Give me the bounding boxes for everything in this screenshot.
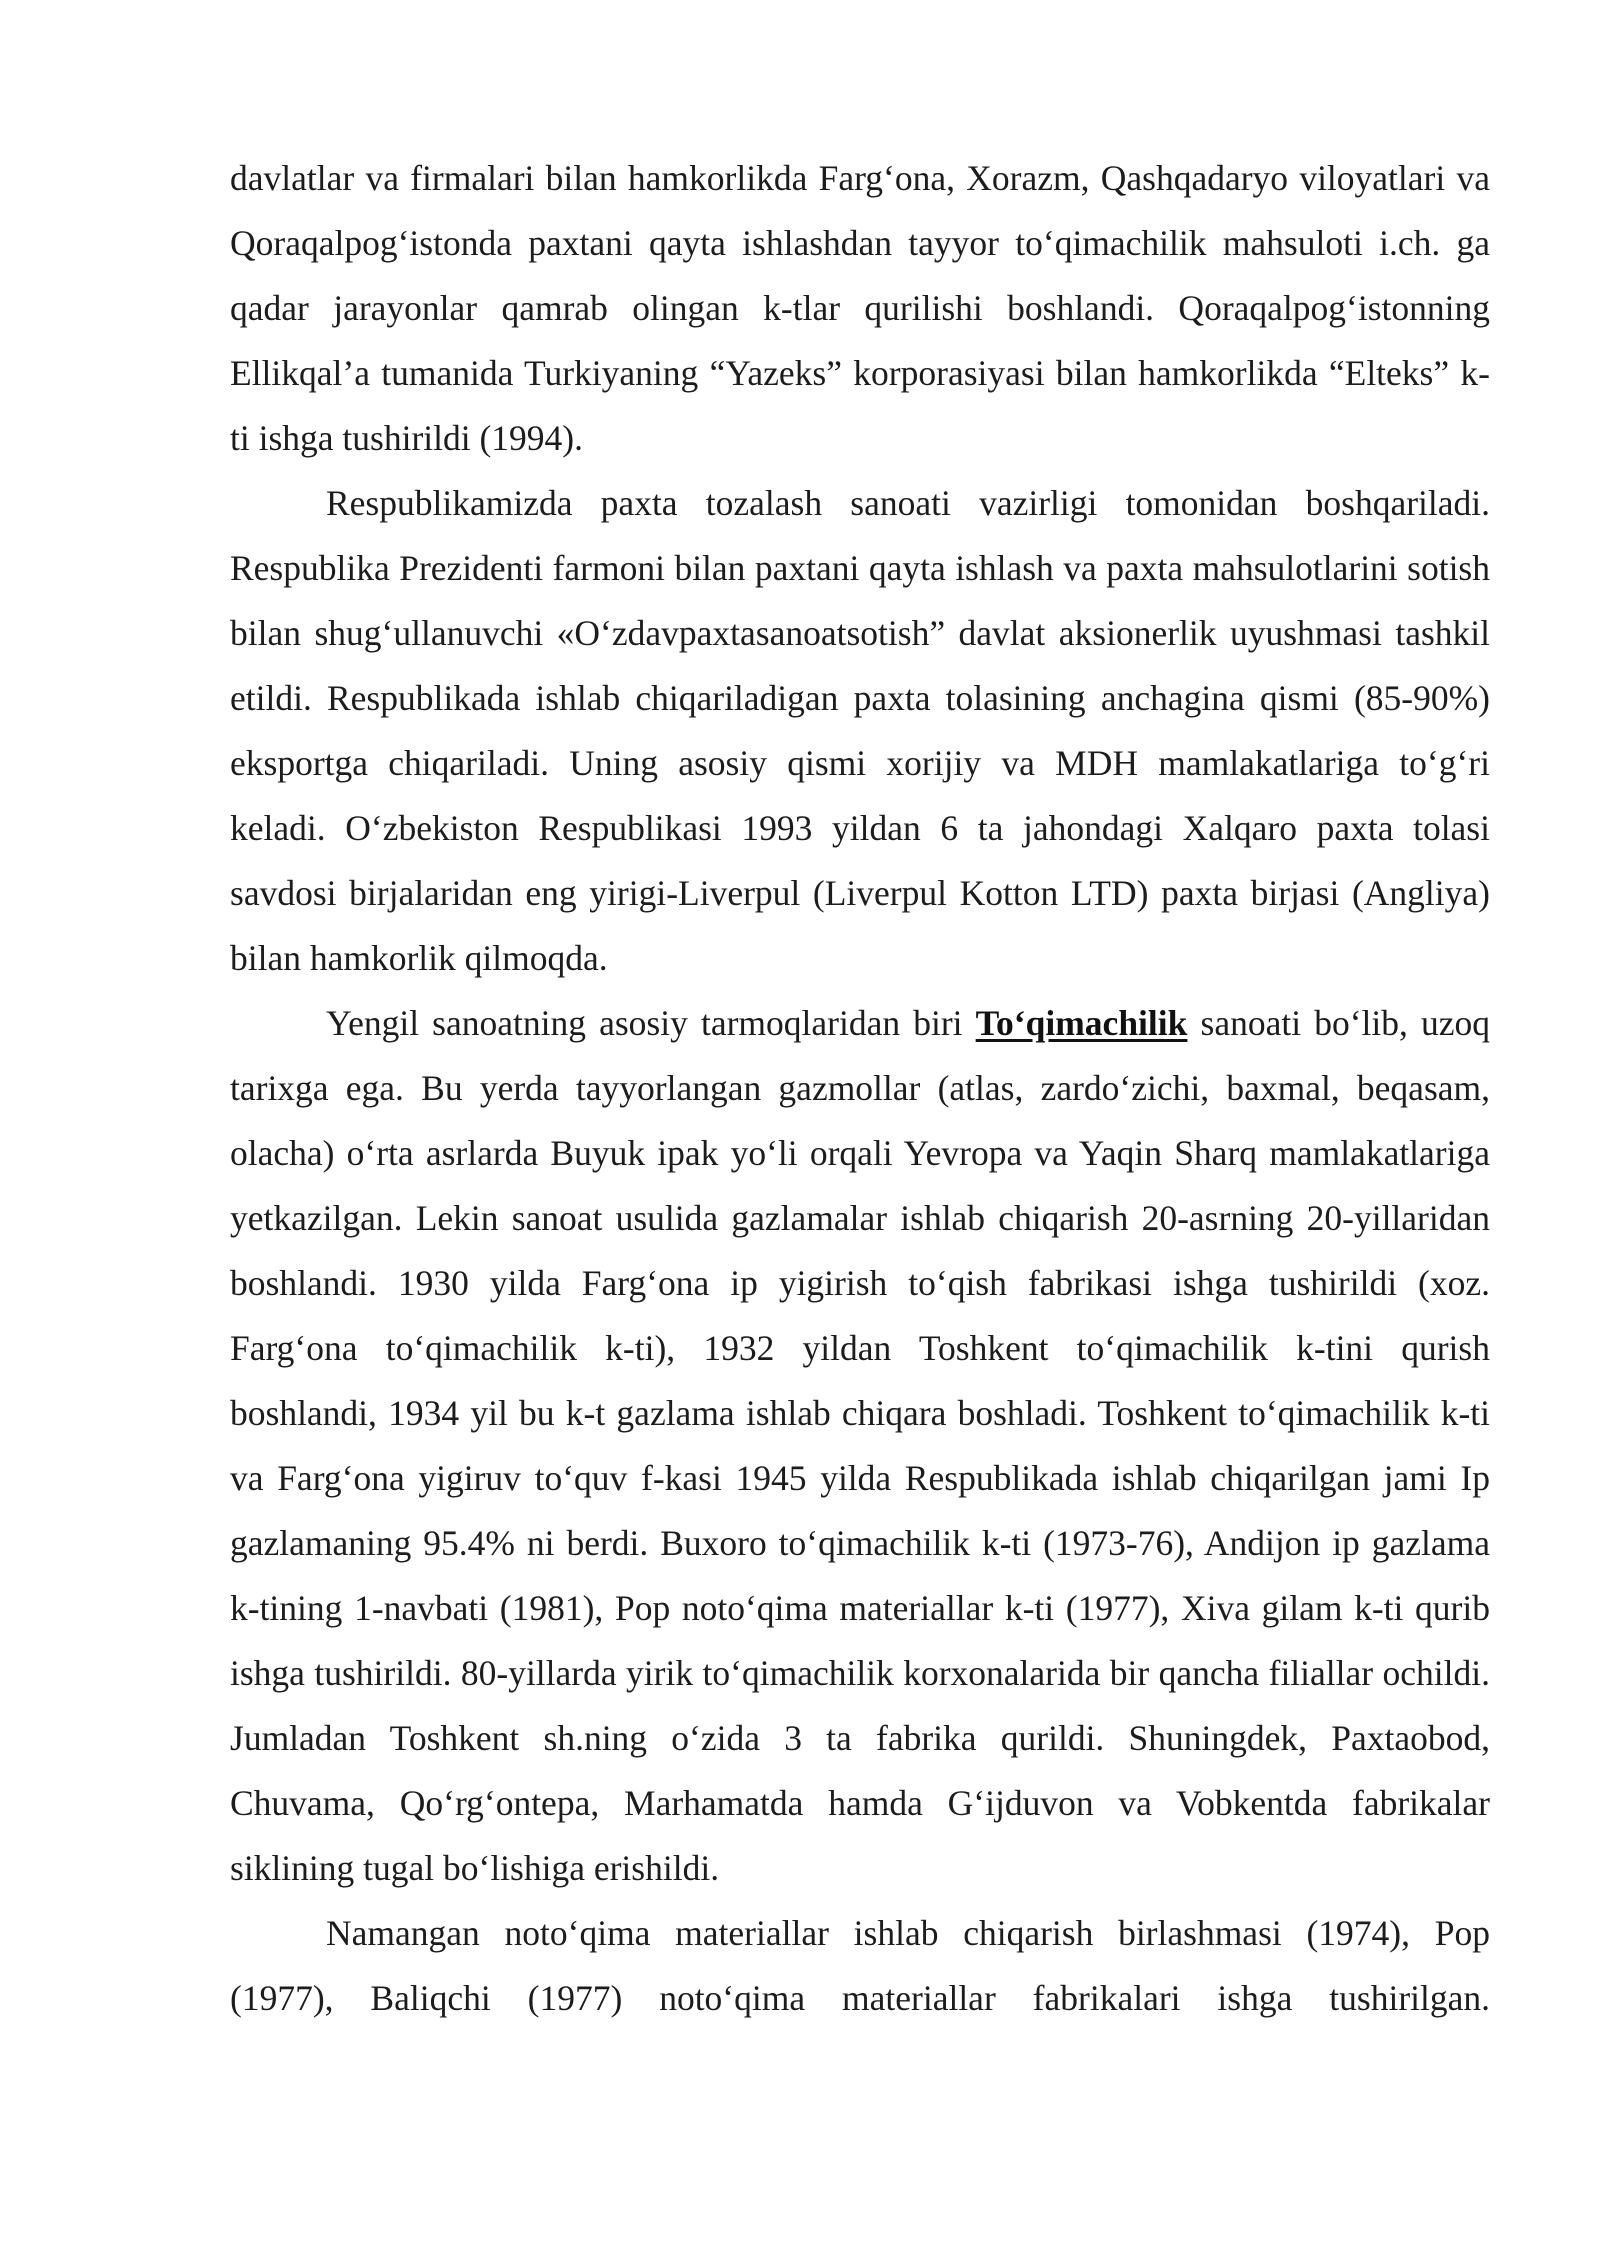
paragraph-3: [230, 991, 1490, 1901]
document-page: [230, 146, 1490, 2031]
paragraph-3-body: sanoati bo‘lib, uzoq tarixga ega. Bu yerda tayyorlangan gazmollar (atlas, zardo‘zichi, baxmal, beqasam, olacha) o‘rta asrlarda Buyuk ipak yo‘li orqali Yevropa va Yaqin Sharq mamlakatlariga yetkazilgan. Lekin sanoat usulida gazlamalar ishlab chiqarish 20-asrning 20-yillaridan boshlandi. 1930 yilda Farg‘ona ip yigirish to‘qish fabrikasi ishga tushirildi (xoz. Farg‘ona to‘qimachilik k-ti), 1932 yildan Toshkent to‘qimachilik k-tini qurish boshlandi, 1934 yil bu k-t gazlama ishlab chiqara boshladi. Toshkent to‘qimachilik k-ti va Farg‘ona yigiruv to‘quv f-kasi 1945 yilda Respublikada ishlab chiqarilgan jami Ip gazlamaning 95.4% ni berdi. Buxoro to‘qimachilik k-ti (1973-76), Andijon ip gazlama k-tining 1-navbati (1981), Pop noto‘qima materiallar k-ti (1977), Xiva gilam k-ti qurib ishga tushirildi. 80-yillarda yirik to‘qimachilik korxonalarida bir qancha filiallar ochildi. Jumladan Toshkent sh.ning o‘zida 3 ta fabrika qurildi. Shuningdek, Paxtaobod, Chuvama, Qo‘rg‘ontepa, Marhamatda hamda G‘ijduvon va Vobkentda fabrikalar siklining tugal bo‘lishiga erishildi.: [230, 1003, 1490, 1888]
paragraph-3-lead: Yengil sanoatning asosiy tarmoqlaridan biri: [326, 1003, 976, 1043]
paragraph-4: Namangan noto‘qima materiallar ishlab chiqarish birlashmasi (1974), Pop (1977), Baliqchi (1977) noto‘qima materiallar fabrikalari ishga tushirilgan.: [230, 1913, 1490, 2018]
paragraph-1: davlatlar va firmalari bilan hamkorlikda Farg‘ona, Xorazm, Qashqadaryo viloyatlari va Qoraqalpog‘istonda paxtani qayta ishlashdan tayyor to‘qimachilik mahsuloti i.ch. ga qadar jarayonlar qamrab olingan k-tlar qurilishi boshlandi. Qoraqalpog‘istonning Ellikqal’a tumanida Turkiyaning “Yazeks” korporasiyasi bilan hamkorlikda “Elteks” k-ti ishga tushirildi (1994).: [230, 158, 1490, 458]
keyword-toqimachilik: To‘qimachilik: [975, 1003, 1188, 1043]
paragraph-2: Respublikamizda paxta tozalash sanoati vazirligi tomonidan boshqariladi. Respublika Prezidenti farmoni bilan paxtani qayta ishlash va paxta mahsulotlarini sotish bilan shug‘ullanuvchi «O‘zdavpaxtasanoatsotish” davlat aksionerlik uyushmasi tashkil etildi. Respublikada ishlab chiqariladigan paxta tolasining anchagina qismi (85-90%) eksportga chiqariladi. Uning asosiy qismi xorijiy va MDH mamlakatlariga to‘g‘ri keladi. O‘zbekiston Respublikasi 1993 yildan 6 ta jahondagi Xalqaro paxta tolasi savdosi birjalaridan eng yirigi-Liverpul (Liverpul Kotton LTD) paxta birjasi (Angliya) bilan hamkorlik qilmoqda.: [230, 483, 1490, 978]
